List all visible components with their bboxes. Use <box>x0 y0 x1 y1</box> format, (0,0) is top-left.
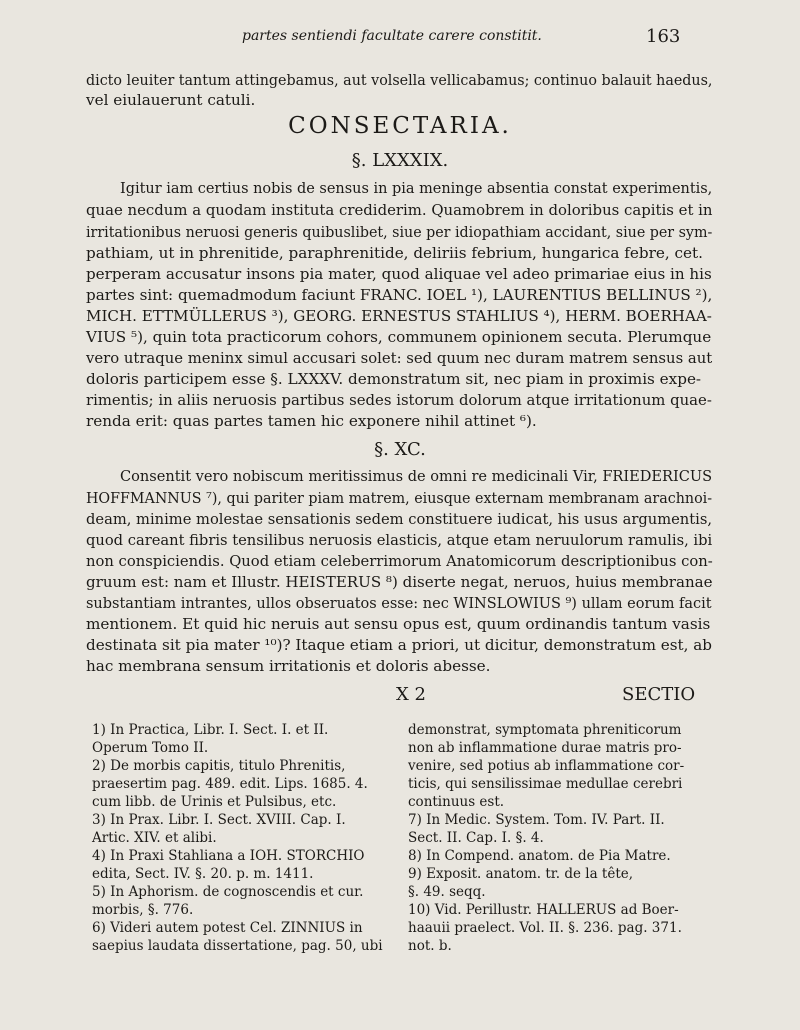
text-line: Consentit vero nobiscum meritissimus de omni re medicinali Vir, FRIEDERICUS <box>120 467 713 485</box>
text-line: mentionem. Et quid hic neruis aut sensu opus est, quum ordinandis tantum vasis <box>86 615 711 633</box>
text-line: dicto leuiter tantum attingebamus, aut volsella vellicabamus; continuo balauit haedus, <box>86 71 713 89</box>
catchword: SECTIO <box>622 684 696 705</box>
footnote-line: §. 49. seqq. <box>408 884 486 900</box>
footnote-line: morbis, §. 776. <box>92 902 194 918</box>
text-line: deam, minime molestae sensationis sedem constituere iudicat, his usus argumentis, <box>86 510 713 528</box>
text-line: pathiam, ut in phrenitide, paraphrenitide, deliriis febrium, hungarica febre, cet. <box>86 244 703 262</box>
footnote-line: haauii praelect. Vol. II. §. 236. pag. 371. <box>408 920 682 936</box>
text-line: gruum est: nam et Illustr. HEISTERUS ⁸) diserte negat, neruos, huius membranae <box>86 573 713 591</box>
text-line: VIUS ⁵), quin tota practicorum cohors, communem opinionem secuta. Plerumque <box>86 328 712 346</box>
footnote-line: 2) De morbis capitis, titulo Phrenitis, <box>92 758 346 774</box>
text-line: non conspiciendis. Quod etiam celeberrimorum Anatomicorum descriptionibus con- <box>86 552 713 570</box>
footnote-line: demonstrat, symptomata phreniticorum <box>408 722 682 738</box>
text-line: substantiam intrantes, ullos obseruatos esse: nec WINSLOWIUS ⁹) ullam eorum facit <box>86 594 712 612</box>
footnote-line: ticis, qui sensilissimae medullae cerebri <box>408 776 683 792</box>
footnote-line: venire, sed potius ab inflammatione cor- <box>408 758 685 774</box>
text-line: partes sint: quemadmodum faciunt FRANC. IOEL ¹), LAURENTIUS BELLINUS ²), <box>86 286 713 304</box>
text-line: destinata sit pia mater ¹⁰)? Itaque etiam a priori, ut dicitur, demonstratum est, ab <box>86 636 712 654</box>
footnote-line: edita, Sect. IV. §. 20. p. m. 1411. <box>92 866 314 882</box>
footnote-line: saepius laudata dissertatione, pag. 50, ubi <box>92 938 383 954</box>
text-line: renda erit: quas partes tamen hic exponere nihil attinet ⁶). <box>86 412 537 430</box>
footnote-line: 6) Videri autem potest Cel. ZINNIUS in <box>92 920 363 936</box>
footnote-line: cum libb. de Urinis et Pulsibus, etc. <box>92 794 337 810</box>
text-line: vero utraque meninx simul accusari solet: sed quum nec duram matrem sensus aut <box>86 349 713 367</box>
text-line: doloris participem esse §. LXXXV. demonstratum sit, nec piam in proximis expe- <box>86 370 702 388</box>
section-number: §. LXXXIX. <box>351 150 449 171</box>
footnote-line: 5) In Aphorism. de cognoscendis et cur. <box>92 884 364 900</box>
footnote-line: Sect. II. Cap. I. §. 4. <box>408 830 544 846</box>
text-line: rimentis; in aliis neruosis partibus sedes istorum dolorum atque irritationum quae- <box>86 391 712 409</box>
footnote-line: 7) In Medic. System. Tom. IV. Part. II. <box>408 812 665 828</box>
footnote-line: 9) Exposit. anatom. tr. de la tête, <box>408 866 634 882</box>
text-line: Igitur iam certius nobis de sensus in pia meninge absentia constat experimentis, <box>120 179 713 197</box>
footnote-line: not. b. <box>408 938 452 954</box>
page-number: 163 <box>646 26 681 47</box>
text-line: quae necdum a quodam instituta crediderim. Quamobrem in doloribus capitis et in <box>86 201 713 219</box>
footnote-line: continuus est. <box>408 794 505 810</box>
footnote-line: non ab inflammatione durae matris pro- <box>408 740 682 756</box>
footnote-line: praesertim pag. 489. edit. Lips. 1685. 4. <box>92 776 368 792</box>
text-line: irritationibus neruosi generis quibuslibet, siue per idiopathiam accidant, siue per sym- <box>86 223 713 241</box>
footnote-line: 10) Vid. Perillustr. HALLERUS ad Boer- <box>408 902 679 918</box>
text-line: quod careant fibris tensilibus neruosis elasticis, atque etam neruulorum ramulis, ibi <box>86 531 713 549</box>
footnote-line: 4) In Praxi Stahliana a IOH. STORCHIO <box>92 848 365 864</box>
chapter-heading: CONSECTARIA. <box>288 113 512 139</box>
footnote-line: 8) In Compend. anatom. de Pia Matre. <box>408 848 671 864</box>
text-line: perperam accusatur insons pia mater, quod aliquae vel adeo primariae eius in his <box>86 265 712 283</box>
section-number: §. XC. <box>374 439 426 460</box>
text-line: vel eiulauerunt catuli. <box>86 91 256 109</box>
running-header <box>0 26 800 52</box>
running-title: partes sentiendi facultate carere constitit. <box>242 28 542 44</box>
signature-mark: X 2 <box>396 684 426 705</box>
text-line: HOFFMANNUS ⁷), qui pariter piam matrem, eiusque externam membranam arachnoi- <box>86 489 713 507</box>
footnote-line: Artic. XIV. et alibi. <box>92 830 217 846</box>
text-line: hac membrana sensum irritationis et doloris abesse. <box>86 657 491 675</box>
footnote-line: Operum Tomo II. <box>92 740 209 756</box>
footnote-line: 3) In Prax. Libr. I. Sect. XVIII. Cap. I. <box>92 812 346 828</box>
footnote-line: 1) In Practica, Libr. I. Sect. I. et II. <box>92 722 329 738</box>
text-line: MICH. ETTMÜLLERUS ³), GEORG. ERNESTUS STAHLIUS ⁴), HERM. BOERHAA- <box>86 307 712 325</box>
